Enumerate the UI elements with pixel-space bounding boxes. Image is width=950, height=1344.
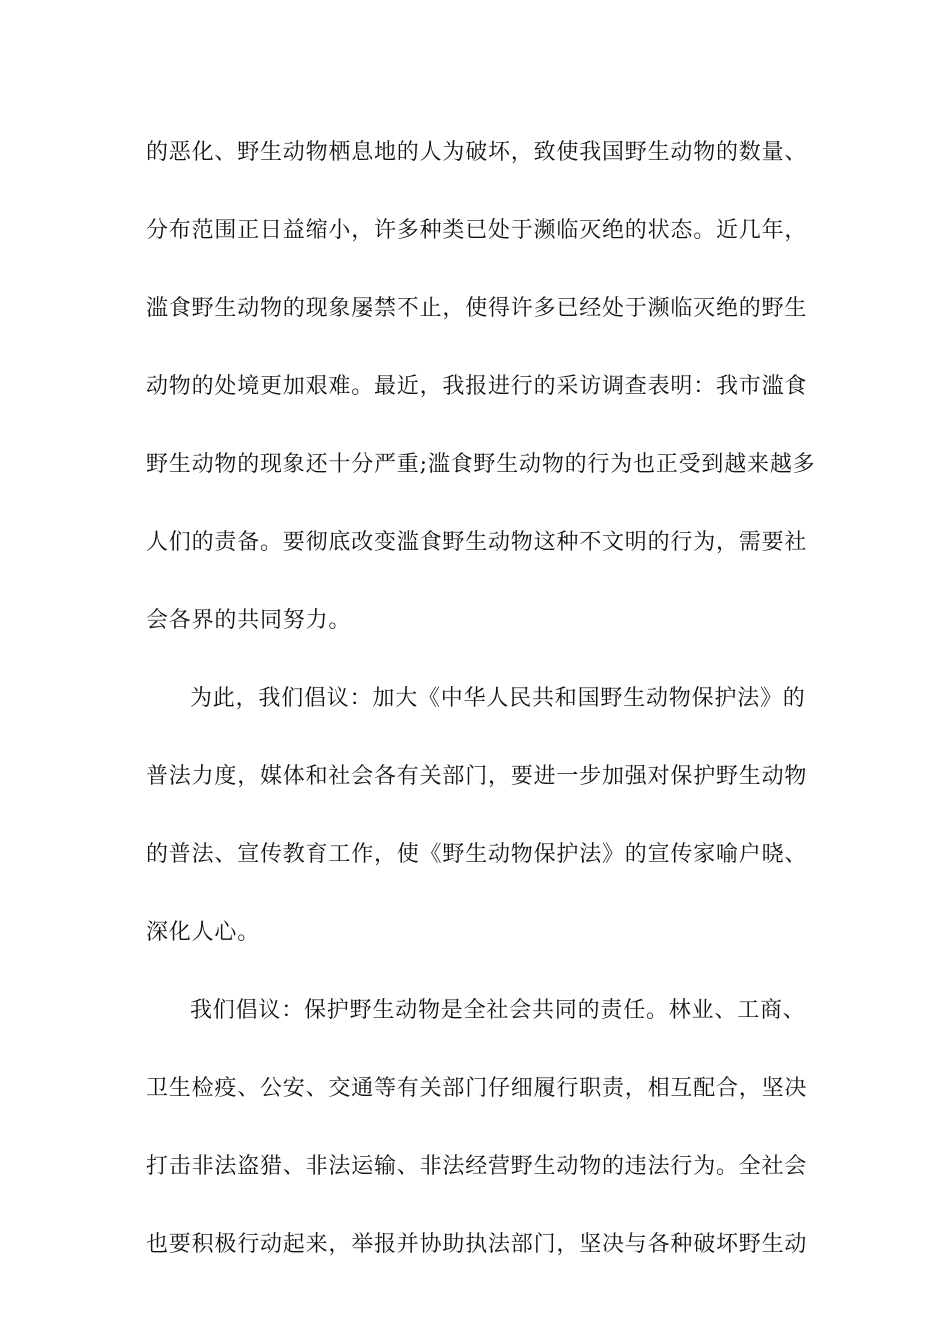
paragraph-start-line: 我们倡议：保护野生动物是全社会共同的责任。林业、工商、 <box>190 998 806 1023</box>
text-line: 也要积极行动起来，举报并协助执法部门，坚决与各种破坏野生动 <box>146 1232 808 1257</box>
text-line: 的普法、宣传教育工作，使《野生动物保护法》的宣传家喻户晓、 <box>146 842 808 867</box>
text-line: 打击非法盗猎、非法运输、非法经营野生动物的违法行为。全社会 <box>146 1154 808 1179</box>
text-line: 卫生检疫、公安、交通等有关部门仔细履行职责，相互配合，坚决 <box>146 1076 808 1101</box>
document-body <box>146 125 816 1295</box>
text-line: 的恶化、野生动物栖息地的人为破坏，致使我国野生动物的数量、 <box>146 140 808 165</box>
text-line: 普法力度，媒体和社会各有关部门，要进一步加强对保护野生动物 <box>146 764 808 789</box>
text-line: 动物的处境更加艰难。最近，我报进行的采访调查表明：我市滥食 <box>146 374 808 399</box>
text-line: 人们的责备。要彻底改变滥食野生动物这种不文明的行为，需要社 <box>146 530 808 555</box>
text-line: 野生动物的现象还十分严重;滥食野生动物的行为也正受到越来越多 <box>146 452 816 477</box>
text-line: 滥食野生动物的现象屡禁不止，使得许多已经处于濒临灭绝的野生 <box>146 296 808 321</box>
text-line: 深化人心。 <box>146 920 261 945</box>
text-line: 分布范围正日益缩小，许多种类已处于濒临灭绝的状态。近几年， <box>146 218 808 243</box>
paragraph-start-line: 为此，我们倡议：加大《中华人民共和国野生动物保护法》的 <box>190 686 806 711</box>
text-line: 会各界的共同努力。 <box>146 608 352 633</box>
